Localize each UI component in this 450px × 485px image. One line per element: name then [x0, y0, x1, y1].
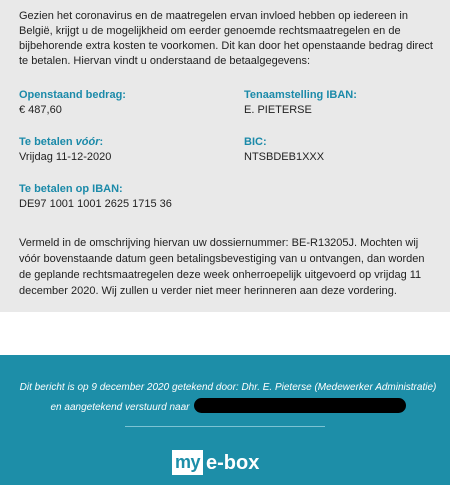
redacted-recipient: [194, 398, 406, 413]
due-date-value: Vrijdag 11-12-2020: [19, 151, 112, 163]
amount-value: € 487,60: [19, 104, 62, 116]
pay-iban-value: DE97 1001 1001 2625 1715 36: [19, 198, 172, 210]
due-date-label-emphasis: vóór: [75, 136, 100, 148]
logo-ebox: e-box: [206, 451, 260, 474]
iban-name-label: Tenaamstelling IBAN:: [244, 89, 357, 101]
logo-my: my: [172, 450, 203, 475]
due-date-label: [19, 136, 103, 148]
intro-text: Gezien het coronavirus en de maatregelen ervan invloed hebben op iedereen in België, krijgt u de mogelijkheid om eerder genoemde rechtsmaatregelen en de bijbehorende extra kosten te voorkomen. Dit kan door het openstaande bedrag direct te betalen. Hiervan vindt u onderstaand de betaalgegevens:: [19, 10, 433, 67]
my-ebox-logo[interactable]: [172, 449, 259, 476]
iban-name-value: E. PIETERSE: [244, 104, 312, 116]
payment-note: Vermeld in de omschrijving hiervan uw dossiernummer: BE-R13205J. Mochten wij vóór bovenstaande datum geen betalingsbevestiging van u ontvangen, dan worden de geplande rechtsmaatregelen deze week onherroepelijk uitgevoerd op vrijdag 11 december 2020. Wij zullen u verder niet meer herinneren aan deze vordering.: [19, 237, 425, 297]
amount-label: Openstaand bedrag:: [19, 89, 126, 101]
signed-statement: [18, 378, 438, 418]
spacer-strip: [0, 312, 450, 355]
signed-statement-text: Dit bericht is op 9 december 2020 getekend door: Dhr. E. Pieterse (Medewerker Administratie) en aangetekend verstuurd naar: [19, 382, 437, 413]
footer-divider: [125, 426, 325, 427]
bic-value: NTSBDEB1XXX: [244, 151, 325, 163]
bic-label: BIC:: [244, 136, 267, 148]
due-date-label-suffix: :: [99, 136, 104, 148]
pay-iban-label: Te betalen op IBAN:: [19, 183, 123, 195]
due-date-label-prefix: Te betalen: [19, 136, 76, 148]
